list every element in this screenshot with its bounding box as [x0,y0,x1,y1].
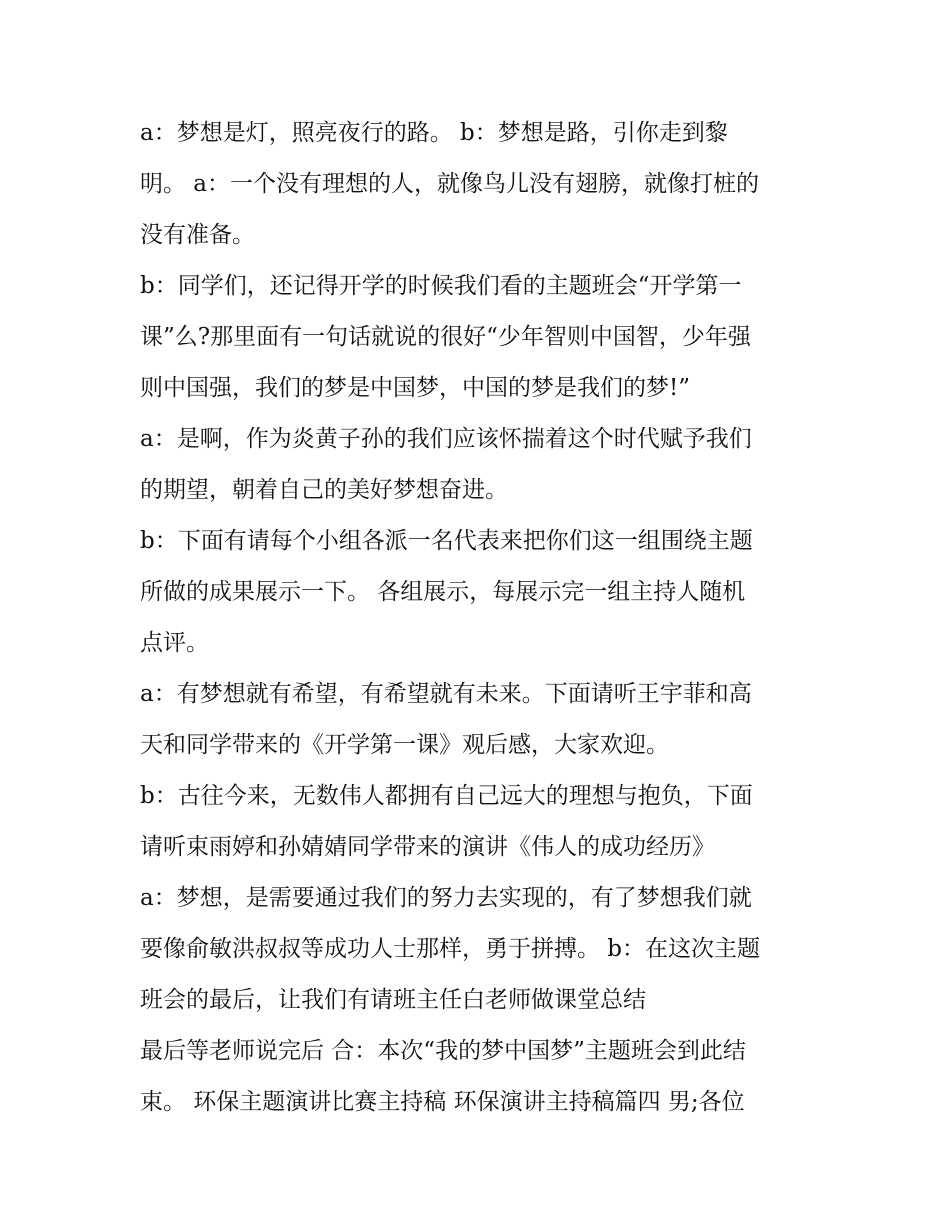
text-line-15: 请听束雨婷和孙婧婧同学带来的演讲《伟人的成功经历》 [140,834,715,860]
text-line-16: a：梦想，是需要通过我们的努力去实现的，有了梦想我们就 [140,885,752,911]
text-line-5: 课”么?那里面有一句话就说的很好“少年智则中国智，少年强 [140,324,751,350]
text-line-18: 班会的最后，让我们有请班主任白老师做课堂总结 [140,987,646,1013]
text-line-11: 点评。 [140,630,209,656]
text-line-1: a：梦想是灯，照亮夜行的路。 b：梦想是路，引你走到黎 [140,120,728,146]
text-line-4: b：同学们，还记得开学的时候我们看的主题班会“开学第一 [140,273,742,299]
text-line-6: 则中国强，我们的梦是中国梦，中国的梦是我们的梦!” [140,375,691,401]
text-line-17: 要像俞敏洪叔叔等成功人士那样，勇于拼搏。 b：在这次主题 [140,936,761,962]
text-line-20: 束。 环保主题演讲比赛主持稿 环保演讲主持稿篇四 男;各位 [140,1089,745,1115]
document-body [140,108,820,1128]
text-line-13: 天和同学带来的《开学第一课》观后感，大家欢迎。 [140,732,669,758]
text-line-19: 最后等老师说完后 合：本次“我的梦中国梦”主题班会到此结 [140,1038,746,1064]
text-line-10: 所做的成果展示一下。 各组展示，每展示完一组主持人随机 [140,579,746,605]
text-line-14: b：古往今来，无数伟人都拥有自己远大的理想与抱负，下面 [140,783,753,809]
text-line-9: b：下面有请每个小组各派一名代表来把你们这一组围绕主题 [140,528,753,554]
text-line-3: 没有准备。 [140,222,255,248]
text-line-2: 明。 a：一个没有理想的人，就像鸟儿没有翅膀，就像打桩的 [140,171,760,197]
text-line-8: 的期望，朝着自己的美好梦想奋进。 [140,477,508,503]
text-line-7: a：是啊，作为炎黄子孙的我们应该怀揣着这个时代赋予我们 [140,426,752,452]
text-line-12: a：有梦想就有希望，有希望就有未来。下面请听王宇菲和高 [140,681,752,707]
